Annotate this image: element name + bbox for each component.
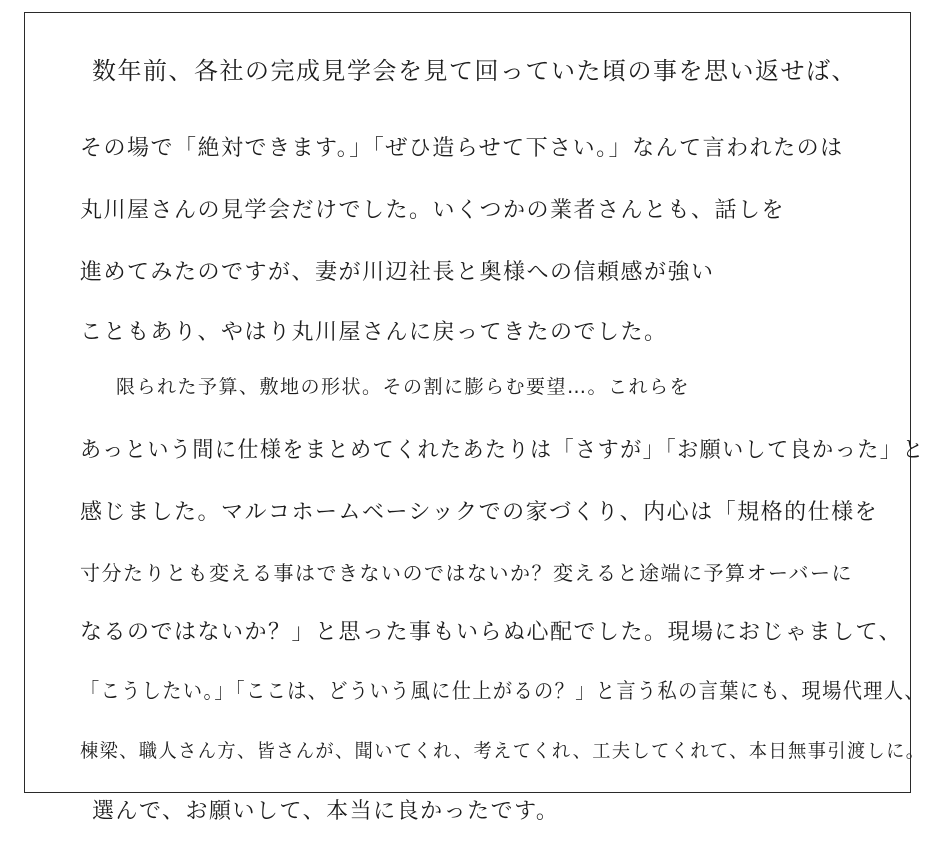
letter-line-11: 「こうしたい。」「ここは、どういう風に仕上がるの？」と言う私の言葉にも、現場代理人、 <box>80 679 925 703</box>
letter-line-3: 丸川屋さんの見学会だけでした。いくつかの業者さんとも、話しを <box>80 198 786 223</box>
letter-line-6: 限られた予算、敷地の形状。その割に膨らむ要望…。これらを <box>116 376 691 398</box>
letter-line-10: なるのではないか？」と思った事もいらぬ心配でした。現場におじゃまして、 <box>80 620 903 645</box>
letter-line-5: こともあり、やはり丸川屋さんに戻ってきたのでした。 <box>80 320 668 345</box>
letter-line-8: 感じました。マルコホームベーシックでの家づくり、内心は「規格的仕様を <box>80 500 879 525</box>
letter-line-13: 選んで、お願いして、本当に良かったです。 <box>92 799 560 824</box>
letter-line-2: その場で「絶対できます。」「ぜひ造らせて下さい。」なんて言われたのは <box>80 136 844 161</box>
letter-line-4: 進めてみたのですが、妻が川辺社長と奥様への信頼感が強い <box>80 260 715 285</box>
letter-line-7: あっという間に仕様をまとめてくれたあたりは「さすが」「お願いして良かった」と <box>80 438 925 463</box>
letter-line-12: 棟梁、職人さん方、皆さんが、聞いてくれ、考えてくれ、工夫してくれて、本日無事引渡しに。 <box>80 740 926 762</box>
letter-line-1: 数年前、各社の完成見学会を見て回っていた頃の事を思い返せば、 <box>92 57 857 85</box>
letter-line-9: 寸分たりとも変える事はできないのではないか？変えると途端に予算オーバーに <box>80 561 853 585</box>
